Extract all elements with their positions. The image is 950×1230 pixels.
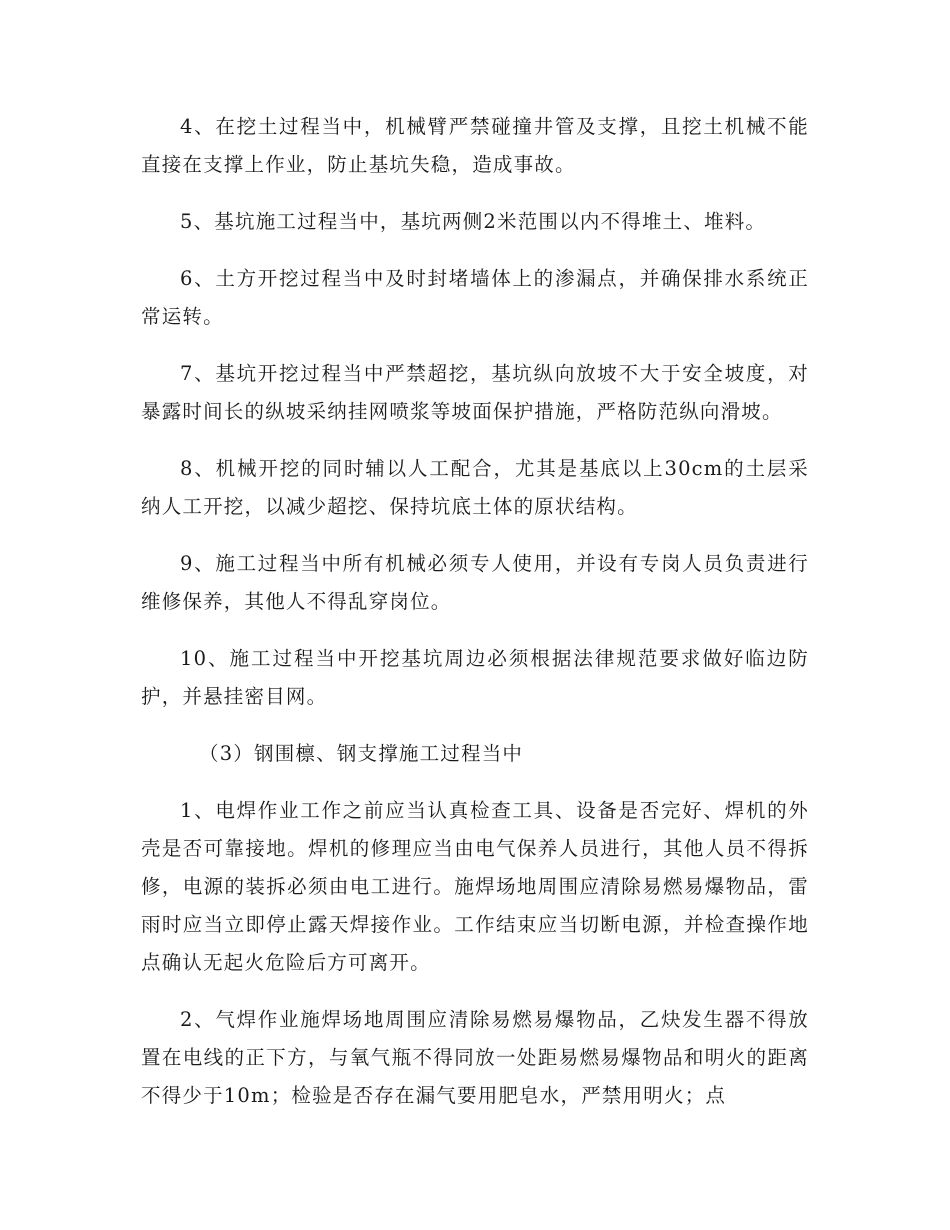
paragraph-item-5: 5、基坑施工过程当中，基坑两侧2米范围以内不得堆土、堆料。 <box>180 210 767 233</box>
paragraph-item-10: 10、施工过程当中开挖基坑周边必须根据法律规范要求做好临边防护，并悬挂密目网。 <box>141 647 809 708</box>
paragraph-welding-2: 2、气焊作业施焊场地周围应清除易燃易爆物品，乙炔发生器不得放置在电线的正下方，与氧气瓶不得同放一处距易燃易爆物品和明火的距离不得少于10m；检验是否存在漏气要用肥皂水，严禁用明火；点 <box>141 1008 809 1107</box>
paragraph-welding-1: 1、电焊作业工作之前应当认真检查工具、设备是否完好、焊机的外壳是否可靠接地。焊机的修理应当由电气保养人员进行，其他人员不得拆修，电源的装拆必须由电工进行。施焊场地周围应清除易燃易爆物品，雷雨时应当立即停止露天焊接作业。工作结束应当切断电源，并检查操作地点确认无起火危险后方可离开。 <box>141 799 809 974</box>
paragraph-item-7: 7、基坑开挖过程当中严禁超挖，基坑纵向放坡不大于安全坡度，对暴露时间长的纵坡采纳挂网喷浆等坡面保护措施，严格防范纵向滑坡。 <box>141 362 809 423</box>
document-body <box>141 108 809 1134</box>
paragraph-item-9: 9、施工过程当中所有机械必须专人使用，并设有专岗人员负责进行维修保养，其他人不得乱穿岗位。 <box>141 552 809 613</box>
paragraph-item-6: 6、土方开挖过程当中及时封堵墙体上的渗漏点，并确保排水系统正常运转。 <box>141 267 809 328</box>
paragraph-item-4: 4、在挖土过程当中，机械臂严禁碰撞井管及支撑，且挖土机械不能直接在支撑上作业，防止基坑失稳，造成事故。 <box>141 115 809 176</box>
section-heading: （3）钢围檩、钢支撑施工过程当中 <box>199 742 524 765</box>
paragraph-item-8: 8、机械开挖的同时辅以人工配合，尤其是基底以上30cm的土层采纳人工开挖，以减少超挖、保持坑底土体的原状结构。 <box>141 457 809 518</box>
